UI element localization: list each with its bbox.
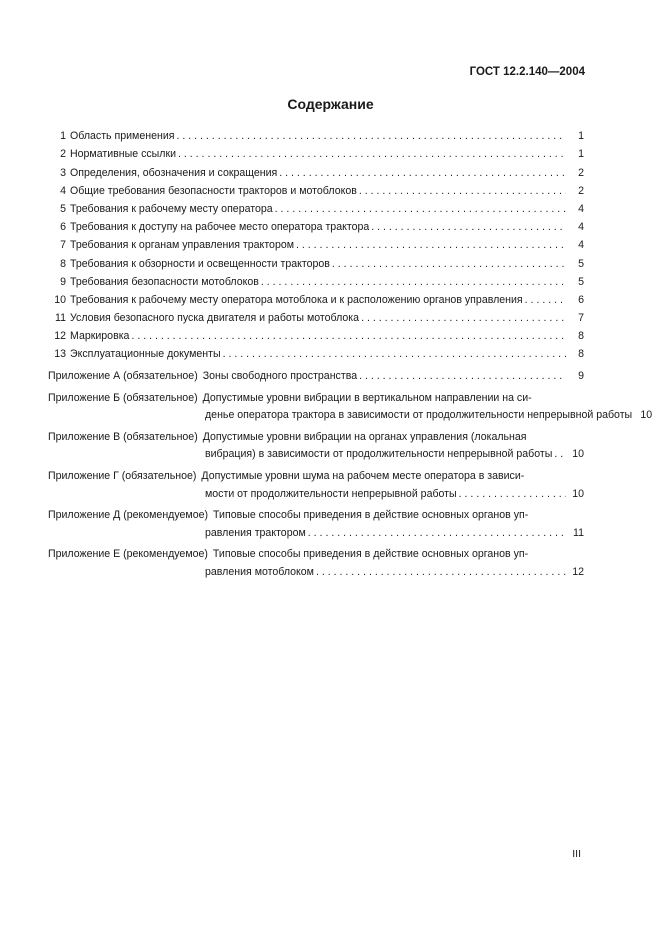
toc-entry-page: 5: [578, 257, 584, 270]
appendix-label: Приложение Д (рекомендуемое): [48, 509, 209, 522]
toc-entry: [48, 289, 584, 307]
dot-leader: [279, 167, 566, 180]
dot-leader: [332, 258, 566, 271]
toc-entry: [48, 198, 584, 216]
dot-leader: [308, 527, 566, 540]
toc-entry-page: 4: [578, 221, 584, 234]
toc-entry-title: Условия безопасного пуска двигателя и работы мотоблока: [70, 312, 360, 325]
toc-entry: [48, 216, 584, 234]
toc-entry-number: 3: [60, 166, 66, 179]
toc-entry-title: Маркировка: [70, 330, 130, 343]
toc-entry-title: Область применения: [70, 130, 175, 143]
appendix-title-line-1: Типовые способы приведения в действие основных органов уп-: [212, 548, 529, 561]
appendix-title-line-2: мости от продолжительности непрерывной работы: [205, 487, 457, 500]
toc-entry: [48, 271, 584, 289]
dot-leader: [178, 148, 566, 161]
appendix-title-line-1: Допустимые уровни вибрации в вертикальном направлении на си-: [202, 391, 532, 404]
appendix-title-line-2: равления трактором: [205, 526, 306, 539]
appendix-title-line-1: Зоны свободного пространства: [202, 370, 358, 383]
toc-appendices: [48, 361, 653, 579]
toc-entry: [48, 234, 584, 252]
dot-leader: [525, 294, 566, 307]
toc-entry: [48, 125, 584, 143]
dot-leader: [359, 370, 566, 383]
dot-leader: [554, 448, 566, 461]
dot-leader: [176, 130, 566, 143]
page-number: III: [572, 848, 581, 860]
dot-leader: [316, 566, 566, 579]
toc-entry-title: Общие требования безопасности тракторов и мотоблоков: [70, 184, 357, 197]
toc-entry-page: 8: [578, 330, 584, 343]
toc-entry-number: 11: [55, 312, 66, 325]
toc-entry: [48, 307, 584, 325]
toc-entry-title: Определения, обозначения и сокращения: [70, 166, 278, 179]
dot-leader: [371, 221, 566, 234]
toc-entry-page: 6: [578, 293, 584, 306]
appendix-line-1: [48, 387, 584, 405]
toc-entry-number: 2: [60, 148, 66, 161]
toc-entry-number: 6: [60, 221, 66, 234]
toc-entry-page: 7: [578, 312, 584, 325]
appendix-label: Приложение В (обязательное): [48, 430, 198, 443]
appendix-line-1: [48, 544, 584, 562]
toc-entry-number: 12: [54, 330, 66, 343]
toc-entry: [48, 180, 584, 198]
toc-appendix: [48, 361, 584, 383]
dot-leader: [296, 239, 566, 252]
appendix-line-2: [48, 483, 584, 501]
appendix-title-line-2: денье оператора трактора в зависимости от продолжительности непрерывной работы: [205, 409, 633, 422]
toc-entry-number: 1: [60, 130, 66, 143]
toc-sections: [48, 125, 584, 361]
appendix-line-1: [48, 365, 584, 383]
appendix-page: 10: [640, 409, 653, 422]
toc-entry-number: 9: [60, 275, 66, 288]
toc-entry-title: Требования к рабочему месту оператора мотоблока и к расположению органов управления: [70, 293, 523, 306]
toc-entry: [48, 161, 584, 179]
appendix-line-2: [48, 444, 584, 462]
appendix-title-line-1: Типовые способы приведения в действие основных органов уп-: [213, 509, 529, 522]
appendix-title-line-1: Допустимые уровни вибрации на органах управления (локальная: [202, 430, 527, 443]
appendix-page: 11: [573, 526, 584, 539]
toc-appendix: [48, 422, 584, 461]
dot-leader: [459, 488, 566, 501]
toc-entry-number: 10: [54, 293, 66, 306]
toc-entry-title: Эксплуатационные документы: [70, 348, 221, 361]
dot-leader: [223, 348, 566, 361]
toc-entry-number: 4: [60, 184, 66, 197]
toc-entry-page: 4: [578, 202, 584, 215]
toc-entry-number: 13: [54, 348, 66, 361]
toc-entry-page: 2: [578, 166, 584, 179]
dot-leader: [131, 330, 566, 343]
dot-leader: [361, 312, 566, 325]
standard-code: ГОСТ 12.2.140—2004: [469, 66, 585, 78]
toc-appendix: [48, 540, 584, 579]
appendix-line-2: [48, 522, 584, 540]
appendix-label: Приложение Г (обязательное): [48, 470, 197, 482]
appendix-title-line-2: вибрация) в зависимости от продолжительности непрерывной работы: [205, 448, 553, 461]
toc-appendix: [48, 383, 653, 422]
toc-entry-page: 1: [578, 130, 584, 143]
toc-entry-number: 8: [60, 257, 66, 270]
toc-entry-number: 7: [60, 239, 66, 252]
appendix-label: Приложение Е (рекомендуемое): [48, 548, 208, 561]
toc-entry-title: Нормативные ссылки: [70, 148, 177, 161]
appendix-label: Приложение А (обязательное): [48, 370, 198, 383]
toc-entry-page: 8: [578, 348, 584, 361]
appendix-line-2: [48, 561, 584, 579]
toc-appendix: [48, 501, 584, 540]
appendix-line-1: [48, 426, 584, 444]
toc-entry: [48, 325, 584, 343]
appendix-page: 10: [572, 448, 584, 461]
toc-entry-page: 1: [578, 148, 584, 161]
toc-entry: [48, 252, 584, 270]
dot-leader: [275, 203, 566, 216]
toc-entry-title: Требования к доступу на рабочее место оператора трактора: [70, 221, 370, 234]
appendix-title-line-2: равления мотоблоком: [205, 565, 314, 578]
toc-entry-page: 4: [578, 239, 584, 252]
appendix-line-1: [48, 505, 584, 523]
toc-entry: [48, 343, 584, 361]
appendix-line-1: [48, 465, 584, 483]
toc-title: Содержание: [287, 96, 374, 112]
toc-entry-title: Требования безопасности мотоблоков: [70, 275, 259, 288]
appendix-page: 10: [572, 487, 584, 500]
dot-leader: [261, 276, 566, 289]
appendix-page: 9: [578, 370, 584, 383]
toc-entry-title: Требования к органам управления трактором: [70, 239, 295, 252]
toc-appendix: [48, 461, 584, 500]
toc-entry-page: 2: [578, 184, 584, 197]
toc-entry: [48, 143, 584, 161]
toc-entry-page: 5: [578, 275, 584, 288]
toc-entry-title: Требования к обзорности и освещенности тракторов: [70, 257, 330, 270]
dot-leader: [359, 185, 566, 198]
toc-entry-number: 5: [60, 202, 66, 215]
appendix-title-line-1: Допустимые уровни шума на рабочем месте оператора в зависи-: [201, 470, 525, 482]
toc-entry-title: Требования к рабочему месту оператора: [70, 202, 273, 215]
appendix-page: 12: [572, 565, 584, 578]
table-of-contents: [48, 125, 653, 579]
appendix-label: Приложение Б (обязательное): [48, 391, 198, 404]
appendix-line-2: [48, 405, 653, 423]
